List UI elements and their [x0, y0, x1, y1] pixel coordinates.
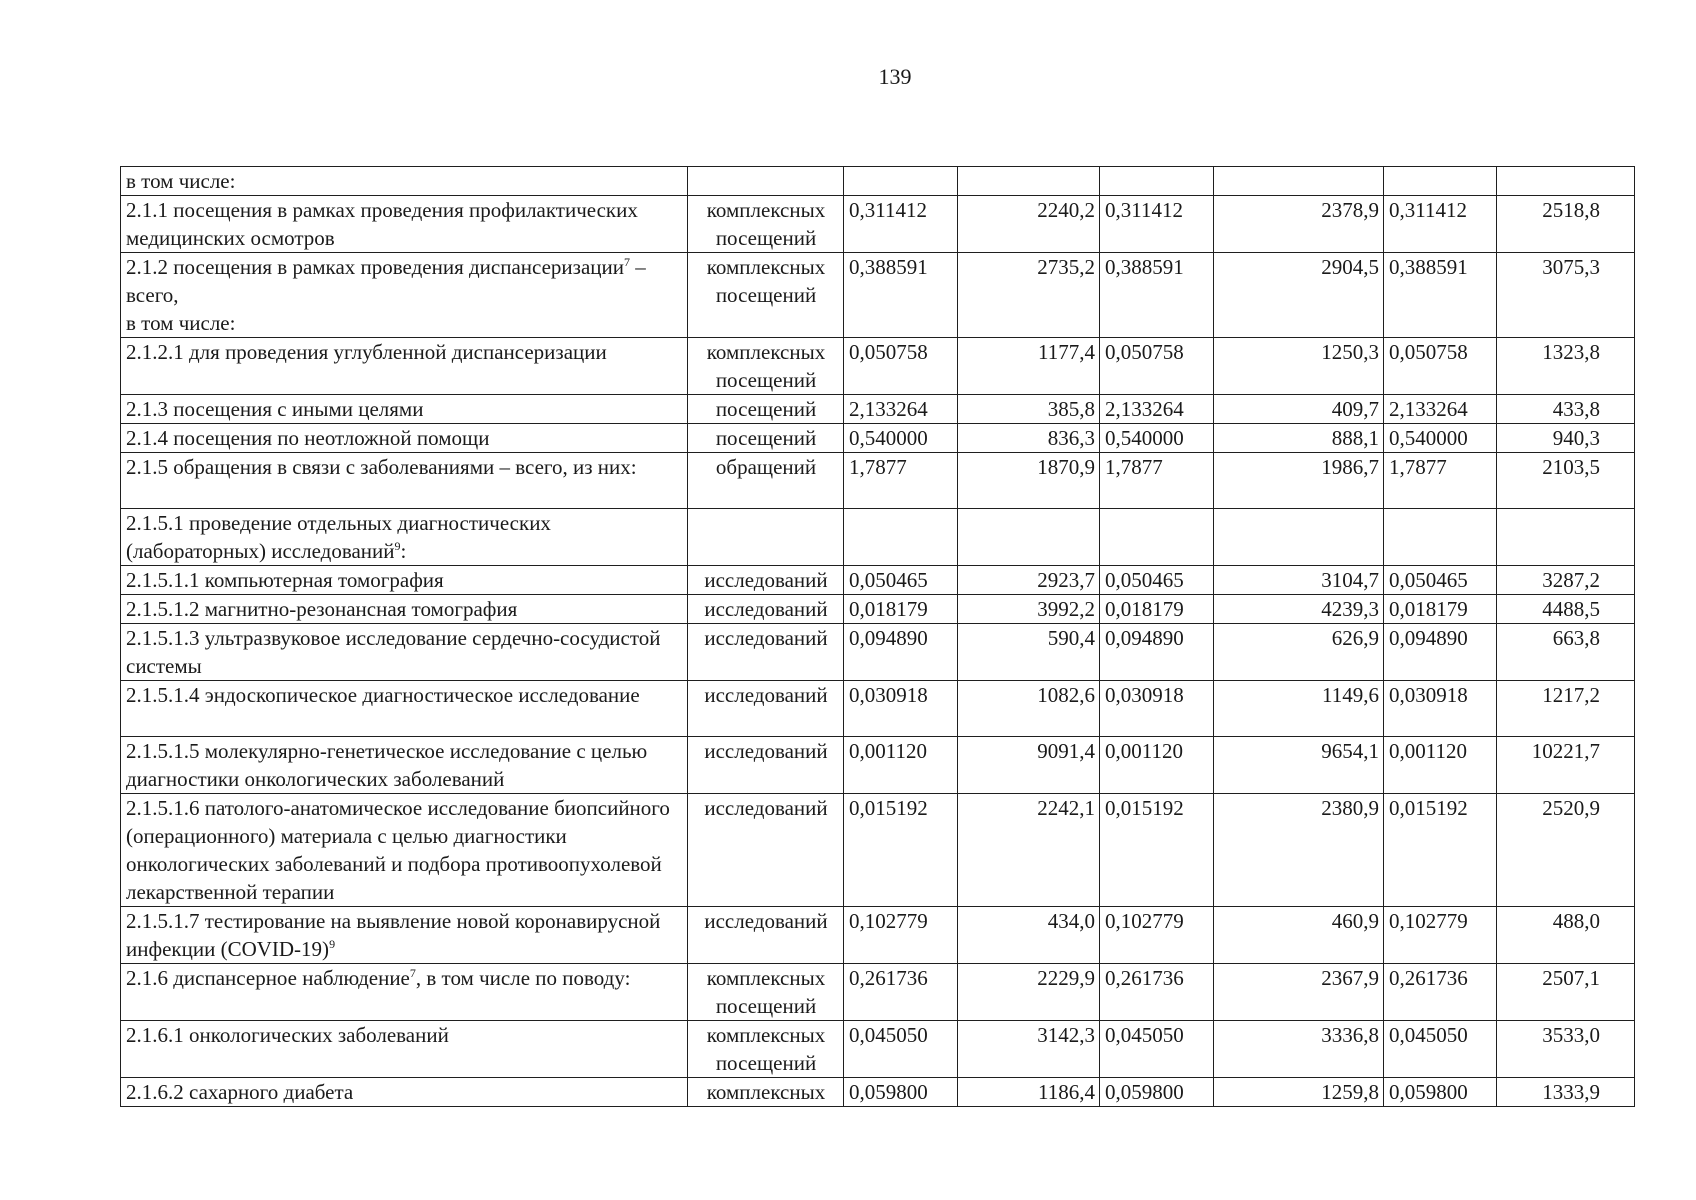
- row-name: 2.1.3 посещения с иными целями: [121, 395, 688, 424]
- norm-volume-2025: 0,059800: [1100, 1078, 1214, 1107]
- row-unit: комплексных посещений: [688, 196, 844, 253]
- norm-cost-2026: [1497, 167, 1635, 196]
- table-row: [121, 196, 1635, 253]
- norm-volume-2025: 2,133264: [1100, 395, 1214, 424]
- norm-cost-2024: [958, 509, 1100, 566]
- norm-cost-2025: 2904,5: [1214, 253, 1384, 338]
- norm-cost-2025: 9654,1: [1214, 737, 1384, 794]
- table-row: [121, 595, 1635, 624]
- table-row: [121, 424, 1635, 453]
- page-number: 139: [878, 64, 912, 89]
- norm-volume-2026: 1,7877: [1384, 453, 1497, 509]
- footnote-ref: 9: [329, 937, 336, 951]
- norm-volume-2024: [844, 509, 958, 566]
- norm-volume-2026: 0,030918: [1384, 681, 1497, 737]
- norm-cost-2024: 1870,9: [958, 453, 1100, 509]
- norm-volume-2025: 0,540000: [1100, 424, 1214, 453]
- norm-cost-2024: 3992,2: [958, 595, 1100, 624]
- norm-cost-2024: 590,4: [958, 624, 1100, 681]
- row-unit: посещений: [688, 395, 844, 424]
- norm-volume-2026: 0,050758: [1384, 338, 1497, 395]
- row-unit: обращений: [688, 453, 844, 509]
- norm-cost-2024: 836,3: [958, 424, 1100, 453]
- norm-cost-2024: 2229,9: [958, 964, 1100, 1021]
- norm-cost-2025: 2380,9: [1214, 794, 1384, 907]
- norm-cost-2025: 3336,8: [1214, 1021, 1384, 1078]
- row-name: 2.1.5.1.2 магнитно-резонансная томография: [121, 595, 688, 624]
- norm-volume-2026: [1384, 509, 1497, 566]
- norm-cost-2026: 2103,5: [1497, 453, 1635, 509]
- row-name: 2.1.5.1 проведение отдельных диагностических (лабораторных) исследований$^9$:: [121, 509, 688, 566]
- norm-cost-2026: 1323,8: [1497, 338, 1635, 395]
- norm-volume-2024: 0,094890: [844, 624, 958, 681]
- row-name: 2.1.5.1.5 молекулярно-генетическое исследование с целью диагностики онкологических заболеваний: [121, 737, 688, 794]
- row-unit: комплексных: [688, 1078, 844, 1107]
- table-row: [121, 253, 1635, 338]
- norm-volume-2024: 0,001120: [844, 737, 958, 794]
- norm-cost-2026: 3287,2: [1497, 566, 1635, 595]
- row-name: 2.1.2 посещения в рамках проведения диспансеризации$^7$ – всего, в том числе:: [121, 253, 688, 338]
- norm-volume-2024: 0,540000: [844, 424, 958, 453]
- table-row: [121, 566, 1635, 595]
- table-row: [121, 509, 1635, 566]
- norm-cost-2024: 1177,4: [958, 338, 1100, 395]
- norm-volume-2025: 0,001120: [1100, 737, 1214, 794]
- norm-volume-2025: 0,045050: [1100, 1021, 1214, 1078]
- table-row: [121, 964, 1635, 1021]
- row-unit: посещений: [688, 424, 844, 453]
- table-row: [121, 681, 1635, 737]
- table-row: [121, 737, 1635, 794]
- norm-cost-2025: 626,9: [1214, 624, 1384, 681]
- norm-volume-2025: 0,261736: [1100, 964, 1214, 1021]
- norm-volume-2025: 0,102779: [1100, 907, 1214, 964]
- norm-volume-2024: 0,261736: [844, 964, 958, 1021]
- table-row: [121, 338, 1635, 395]
- norm-volume-2024: 0,311412: [844, 196, 958, 253]
- row-unit: исследований: [688, 737, 844, 794]
- norm-volume-2025: 0,015192: [1100, 794, 1214, 907]
- norm-cost-2024: [958, 167, 1100, 196]
- norm-cost-2024: 3142,3: [958, 1021, 1100, 1078]
- norm-cost-2026: 1217,2: [1497, 681, 1635, 737]
- row-name: 2.1.2.1 для проведения углубленной диспансеризации: [121, 338, 688, 395]
- row-name: 2.1.5.1.3 ультразвуковое исследование сердечно-сосудистой системы: [121, 624, 688, 681]
- norm-volume-2024: 0,059800: [844, 1078, 958, 1107]
- norm-cost-2024: 2735,2: [958, 253, 1100, 338]
- norm-volume-2026: 0,045050: [1384, 1021, 1497, 1078]
- row-name: 2.1.5 обращения в связи с заболеваниями – всего, из них:: [121, 453, 688, 509]
- norm-cost-2026: 4488,5: [1497, 595, 1635, 624]
- table-row: [121, 1078, 1635, 1107]
- norm-cost-2025: 409,7: [1214, 395, 1384, 424]
- row-unit: комплексных посещений: [688, 964, 844, 1021]
- row-unit: [688, 509, 844, 566]
- table-row: [121, 395, 1635, 424]
- row-unit: комплексных посещений: [688, 1021, 844, 1078]
- norm-cost-2025: 1259,8: [1214, 1078, 1384, 1107]
- footnote-ref: 9: [394, 539, 401, 553]
- norm-cost-2026: 3075,3: [1497, 253, 1635, 338]
- norm-volume-2024: 0,050465: [844, 566, 958, 595]
- row-name: 2.1.5.1.4 эндоскопическое диагностическое исследование: [121, 681, 688, 737]
- norm-volume-2024: 0,050758: [844, 338, 958, 395]
- norm-cost-2025: [1214, 509, 1384, 566]
- medical-care-standards-table: [120, 166, 1635, 1107]
- norm-volume-2026: 0,102779: [1384, 907, 1497, 964]
- norm-cost-2026: [1497, 509, 1635, 566]
- norm-cost-2024: 2240,2: [958, 196, 1100, 253]
- norm-cost-2025: 1250,3: [1214, 338, 1384, 395]
- norm-volume-2026: 0,059800: [1384, 1078, 1497, 1107]
- row-name: 2.1.5.1.7 тестирование на выявление новой коронавирусной инфекции (COVID-19)$^9$: [121, 907, 688, 964]
- table-row: [121, 624, 1635, 681]
- norm-cost-2024: 2242,1: [958, 794, 1100, 907]
- norm-volume-2024: 0,018179: [844, 595, 958, 624]
- norm-volume-2026: 0,015192: [1384, 794, 1497, 907]
- norm-cost-2026: 2507,1: [1497, 964, 1635, 1021]
- table-body: [121, 167, 1635, 1107]
- norm-volume-2026: 2,133264: [1384, 395, 1497, 424]
- table-row: [121, 453, 1635, 509]
- footnote-ref: 7: [624, 255, 630, 269]
- norm-volume-2025: 1,7877: [1100, 453, 1214, 509]
- norm-cost-2025: 1149,6: [1214, 681, 1384, 737]
- norm-cost-2026: 940,3: [1497, 424, 1635, 453]
- norm-volume-2025: 0,018179: [1100, 595, 1214, 624]
- row-unit: исследований: [688, 907, 844, 964]
- norm-cost-2026: 2520,9: [1497, 794, 1635, 907]
- norm-volume-2024: 0,388591: [844, 253, 958, 338]
- norm-cost-2025: 4239,3: [1214, 595, 1384, 624]
- norm-cost-2025: 2378,9: [1214, 196, 1384, 253]
- row-name: 2.1.6.1 онкологических заболеваний: [121, 1021, 688, 1078]
- norm-cost-2026: 663,8: [1497, 624, 1635, 681]
- norm-cost-2025: 1986,7: [1214, 453, 1384, 509]
- table-row: [121, 167, 1635, 196]
- norm-cost-2025: 2367,9: [1214, 964, 1384, 1021]
- norm-volume-2024: 0,015192: [844, 794, 958, 907]
- norm-volume-2025: 0,030918: [1100, 681, 1214, 737]
- norm-cost-2026: 488,0: [1497, 907, 1635, 964]
- norm-volume-2025: 0,050465: [1100, 566, 1214, 595]
- norm-volume-2026: 0,388591: [1384, 253, 1497, 338]
- norm-volume-2026: [1384, 167, 1497, 196]
- norm-cost-2026: 1333,9: [1497, 1078, 1635, 1107]
- norm-volume-2026: 0,261736: [1384, 964, 1497, 1021]
- row-unit: [688, 167, 844, 196]
- norm-volume-2025: 0,094890: [1100, 624, 1214, 681]
- norm-volume-2024: 1,7877: [844, 453, 958, 509]
- table-row: [121, 1021, 1635, 1078]
- norm-volume-2024: [844, 167, 958, 196]
- footnote-ref: 7: [409, 966, 416, 980]
- norm-volume-2024: 0,030918: [844, 681, 958, 737]
- row-name: 2.1.1 посещения в рамках проведения профилактических медицинских осмотров: [121, 196, 688, 253]
- norm-cost-2026: 3533,0: [1497, 1021, 1635, 1078]
- norm-volume-2026: 0,094890: [1384, 624, 1497, 681]
- row-name: в том числе:: [121, 167, 688, 196]
- norm-volume-2024: 0,102779: [844, 907, 958, 964]
- row-name: 2.1.5.1.1 компьютерная томография: [121, 566, 688, 595]
- norm-cost-2025: [1214, 167, 1384, 196]
- norm-cost-2024: 1082,6: [958, 681, 1100, 737]
- norm-cost-2025: 3104,7: [1214, 566, 1384, 595]
- row-unit: исследований: [688, 794, 844, 907]
- norm-volume-2024: 2,133264: [844, 395, 958, 424]
- norm-cost-2026: 433,8: [1497, 395, 1635, 424]
- norm-cost-2024: 1186,4: [958, 1078, 1100, 1107]
- table-row: [121, 907, 1635, 964]
- row-name: 2.1.5.1.6 патолого-анатомическое исследование биопсийного (операционного) материала с целью диагностики онкологических заболеваний и подбора противоопухолевой лекарственной терапии: [121, 794, 688, 907]
- row-name: 2.1.6 диспансерное наблюдение$^7$, в том числе по поводу:: [121, 964, 688, 1021]
- row-unit: исследований: [688, 595, 844, 624]
- norm-volume-2026: 0,018179: [1384, 595, 1497, 624]
- row-name: 2.1.4 посещения по неотложной помощи: [121, 424, 688, 453]
- row-name: 2.1.6.2 сахарного диабета: [121, 1078, 688, 1107]
- table-row: [121, 794, 1635, 907]
- norm-cost-2025: 888,1: [1214, 424, 1384, 453]
- norm-volume-2025: [1100, 167, 1214, 196]
- row-unit: исследований: [688, 566, 844, 595]
- norm-cost-2026: 10221,7: [1497, 737, 1635, 794]
- norm-volume-2026: 0,050465: [1384, 566, 1497, 595]
- norm-volume-2025: 0,050758: [1100, 338, 1214, 395]
- row-unit: комплексных посещений: [688, 253, 844, 338]
- row-unit: исследований: [688, 624, 844, 681]
- norm-cost-2024: 2923,7: [958, 566, 1100, 595]
- norm-cost-2026: 2518,8: [1497, 196, 1635, 253]
- norm-cost-2024: 385,8: [958, 395, 1100, 424]
- norm-volume-2025: 0,388591: [1100, 253, 1214, 338]
- row-unit: исследований: [688, 681, 844, 737]
- norm-volume-2026: 0,311412: [1384, 196, 1497, 253]
- norm-cost-2025: 460,9: [1214, 907, 1384, 964]
- norm-volume-2025: [1100, 509, 1214, 566]
- norm-volume-2026: 0,540000: [1384, 424, 1497, 453]
- norm-volume-2024: 0,045050: [844, 1021, 958, 1078]
- norm-volume-2026: 0,001120: [1384, 737, 1497, 794]
- norm-cost-2024: 434,0: [958, 907, 1100, 964]
- norm-cost-2024: 9091,4: [958, 737, 1100, 794]
- row-unit: комплексных посещений: [688, 338, 844, 395]
- norm-volume-2025: 0,311412: [1100, 196, 1214, 253]
